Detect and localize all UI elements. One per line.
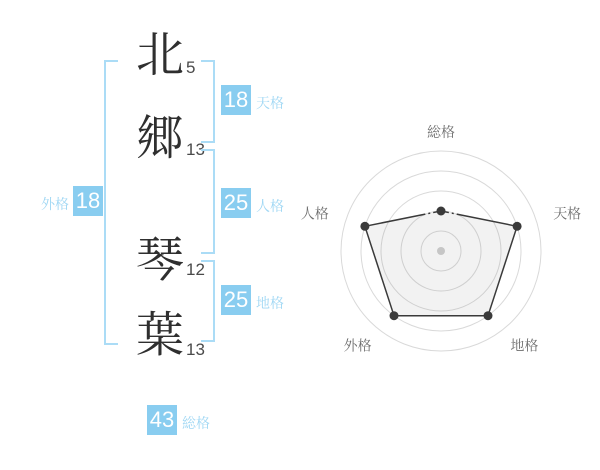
jinkaku-label: 人格	[256, 198, 284, 214]
radar-center-dot	[437, 247, 445, 255]
name-char-2: 郷	[135, 112, 184, 165]
gaikaku-bracket	[104, 60, 118, 345]
chikaku-bracket	[201, 260, 215, 342]
radar-axis-label: 天格	[553, 205, 582, 222]
radar-axis-label: 地格	[510, 337, 539, 354]
soukaku-value-badge: 43	[147, 405, 177, 435]
radar-axis-label: 人格	[300, 205, 329, 222]
radar-polygon-fill	[365, 211, 517, 316]
gaikaku-label: 外格	[41, 196, 69, 212]
stroke-count-3: 12	[186, 260, 205, 279]
radar-chart-svg	[291, 101, 591, 401]
fortune-radar-chart	[291, 101, 591, 401]
name-char-4: 葉	[135, 309, 184, 362]
radar-point	[390, 311, 399, 320]
jinkaku-value-badge: 25	[221, 188, 251, 218]
stroke-count-4: 13	[186, 340, 205, 359]
radar-point	[513, 222, 522, 231]
radar-axis-label: 外格	[343, 337, 372, 354]
name-char-1: 北	[135, 29, 184, 82]
radar-point	[437, 207, 446, 216]
stroke-count-2: 13	[186, 140, 205, 159]
chikaku-label: 地格	[256, 295, 284, 311]
tenkaku-value-badge: 18	[221, 85, 251, 115]
soukaku-label: 総格	[182, 415, 210, 431]
name-char-3: 琴	[135, 234, 184, 287]
gaikaku-value-badge: 18	[73, 186, 103, 216]
radar-point	[484, 311, 493, 320]
tenkaku-bracket	[201, 60, 215, 143]
radar-point	[360, 222, 369, 231]
radar-axis-label: 総格	[427, 124, 455, 140]
jinkaku-bracket	[201, 149, 215, 254]
chikaku-value-badge: 25	[221, 285, 251, 315]
tenkaku-label: 天格	[256, 95, 284, 111]
stroke-count-1: 5	[186, 58, 196, 77]
